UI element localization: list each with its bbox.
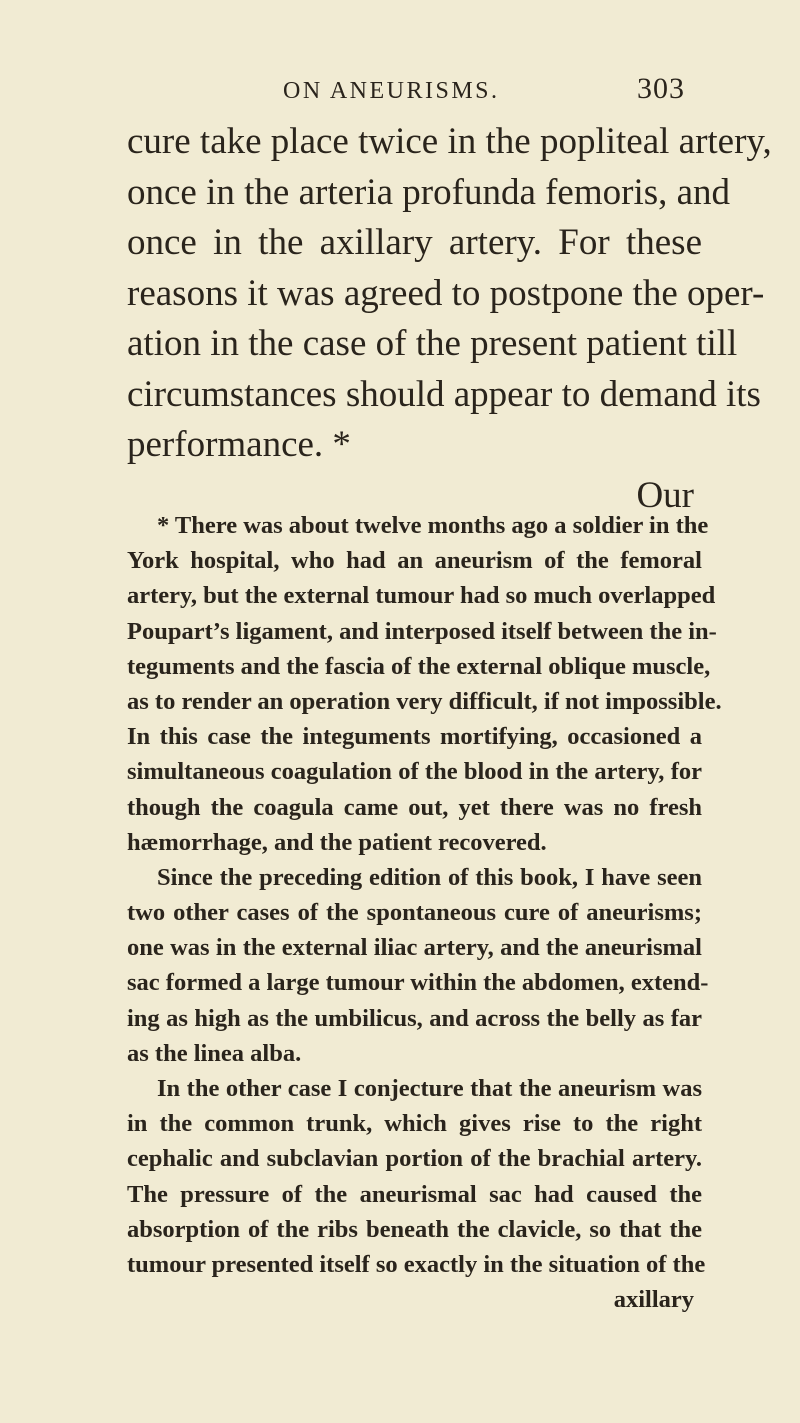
main-text-line: circumstances should appear to demand its <box>127 373 761 415</box>
footnote-line: * There was about twelve months ago a soldier in the <box>157 512 709 539</box>
main-text-line: reasons it was agreed to postpone the oper- <box>127 272 765 314</box>
footnote-line: hæmorrhage, and the patient recovered. <box>127 828 547 856</box>
main-text <box>127 117 772 521</box>
footnote-line: The pressure of the aneurismal sac had caused the <box>127 1180 702 1208</box>
footnote-line: simultaneous coagulation of the blood in the artery, for <box>127 758 702 786</box>
footnote-line: one was in the external iliac artery, and the aneurismal <box>127 934 702 962</box>
footnote-line: In this case the integuments mortifying, occasioned a <box>127 723 702 751</box>
footnote-line: artery, but the external tumour had so much overlapped <box>127 582 716 610</box>
main-text-line: once in the axillary artery. For these <box>127 222 702 263</box>
footnote-line: as the linea alba. <box>127 1039 302 1067</box>
footnote <box>127 508 722 1317</box>
footnote-line: Since the preceding edition of this book, I have seen <box>157 863 702 891</box>
footnote-line: cephalic and subclavian portion of the brachial artery. <box>127 1145 702 1173</box>
main-text-line: once in the arteria profunda femoris, and <box>127 171 731 213</box>
footnote-line: tumour presented itself so exactly in the situation of the <box>127 1250 706 1278</box>
footnote-line: in the common trunk, which gives rise to the right <box>127 1110 702 1138</box>
footnote-line: two other cases of the spontaneous cure of aneurisms; <box>127 899 702 927</box>
footnote-line: though the coagula came out, yet there was no fresh <box>127 793 702 821</box>
footnote-line: Poupart’s ligament, and interposed itself between the in- <box>127 617 717 645</box>
footnote-line: absorption of the ribs beneath the clavicle, so that the <box>127 1215 702 1243</box>
main-text-line: cure take place twice in the popliteal artery, <box>127 121 772 162</box>
page-number: 303 <box>637 72 685 105</box>
footnote-line: as to render an operation very difficult, if not impossible. <box>127 687 722 715</box>
catchword: Our <box>636 474 694 516</box>
footnote-line: York hospital, who had an aneurism of the femoral <box>127 547 702 575</box>
footnote-line: sac formed a large tumour within the abdomen, extend- <box>127 969 709 997</box>
footnote-line: In the other case I conjecture that the aneurism was <box>157 1075 702 1102</box>
running-title: ON ANEURISMS. <box>283 78 500 104</box>
main-text-line: performance. * <box>127 424 351 465</box>
running-head <box>0 72 800 114</box>
footnote-catchword: axillary <box>613 1286 694 1314</box>
footnote-line: teguments and the fascia of the external oblique muscle, <box>127 652 711 680</box>
main-text-line: ation in the case of the present patient till <box>127 323 738 364</box>
footnote-line: ing as high as the umbilicus, and across the belly as far <box>127 1004 702 1032</box>
